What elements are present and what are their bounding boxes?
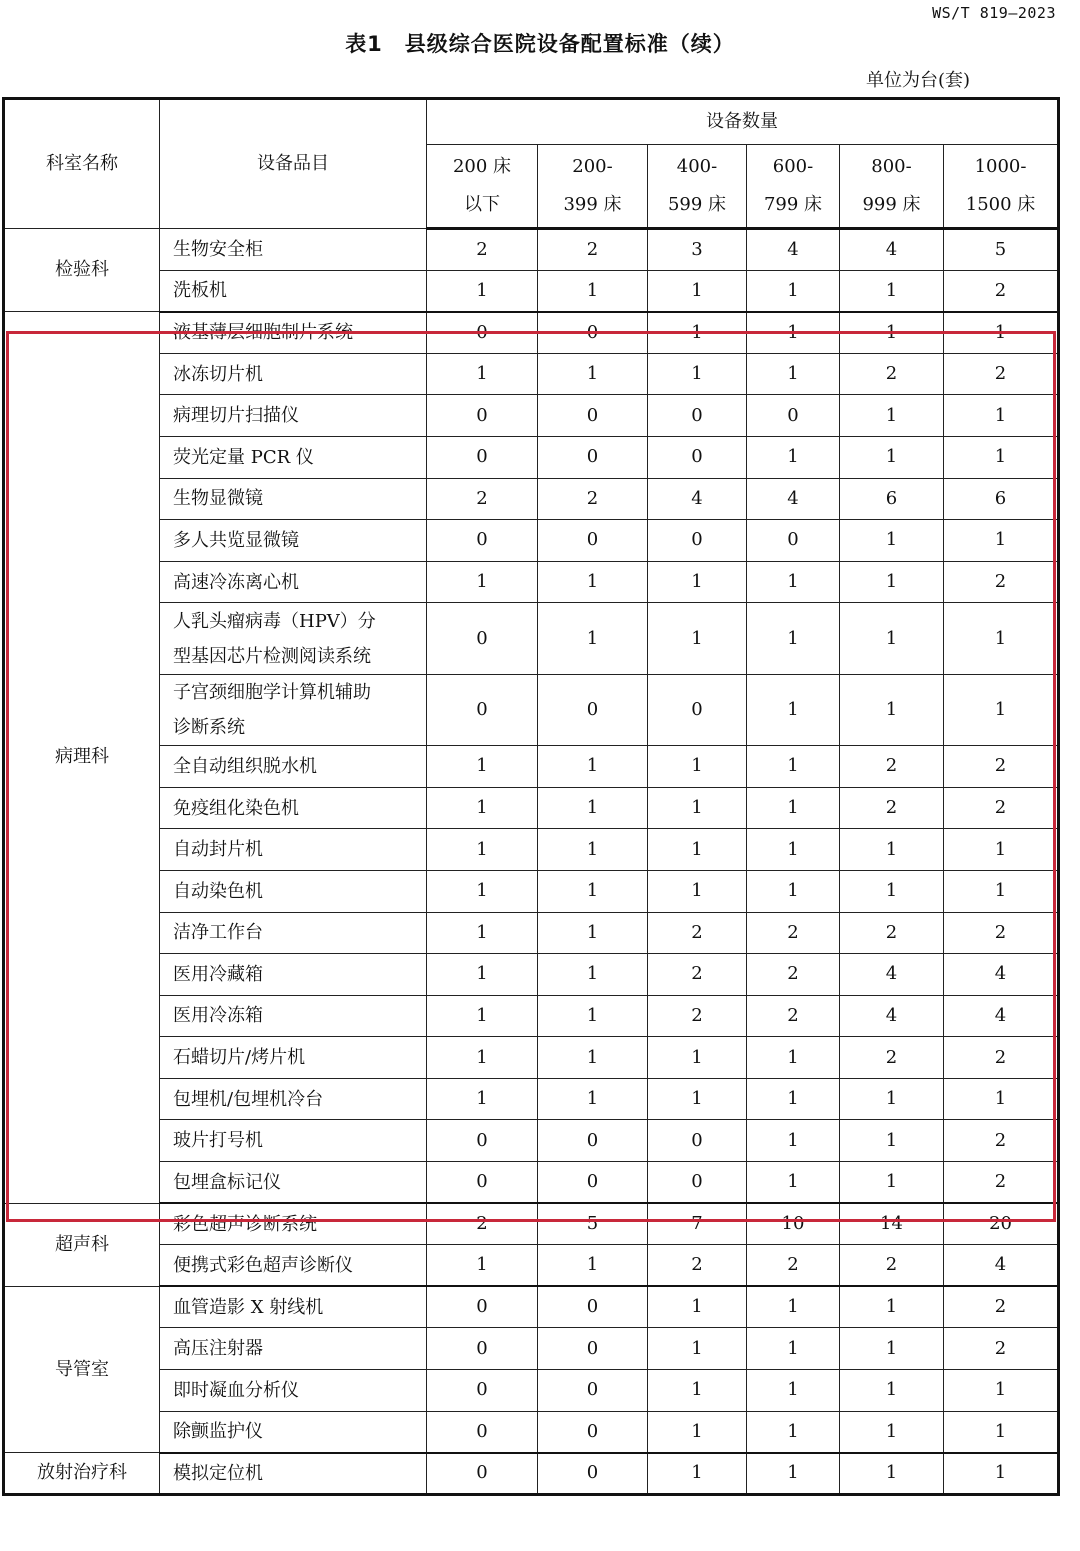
quantity-cell: 1 bbox=[840, 603, 944, 674]
quantity-cell: 1 bbox=[538, 353, 648, 395]
quantity-cell: 0 bbox=[538, 1411, 648, 1453]
table-row bbox=[4, 1078, 1059, 1120]
item-cell bbox=[160, 478, 427, 520]
quantity-cell: 1 bbox=[648, 270, 747, 312]
quantity-cell: 1 bbox=[747, 870, 840, 912]
item-cell-line: 冰冻切片机 bbox=[173, 363, 263, 385]
quantity-cell: 2 bbox=[944, 1328, 1059, 1370]
quantity-cell: 1 bbox=[747, 561, 840, 603]
table-row bbox=[4, 1162, 1059, 1204]
quantity-cell: 1 bbox=[427, 270, 538, 312]
quantity-cell: 1 bbox=[944, 870, 1059, 912]
quantity-cell: 2 bbox=[538, 478, 648, 520]
quantity-cell: 1 bbox=[427, 870, 538, 912]
bed-size-header bbox=[747, 145, 840, 229]
dept-cell: 病理科 bbox=[4, 312, 160, 1203]
quantity-cell: 1 bbox=[648, 787, 747, 829]
quantity-cell: 1 bbox=[840, 870, 944, 912]
item-cell-line: 医用冷藏箱 bbox=[173, 963, 263, 985]
quantity-cell: 0 bbox=[648, 395, 747, 437]
quantity-cell: 1 bbox=[648, 1370, 747, 1412]
quantity-cell: 0 bbox=[538, 436, 648, 478]
item-cell bbox=[160, 1037, 427, 1079]
quantity-cell: 4 bbox=[944, 954, 1059, 996]
quantity-cell: 1 bbox=[840, 1120, 944, 1162]
quantity-cell: 1 bbox=[747, 1328, 840, 1370]
item-cell bbox=[160, 995, 427, 1037]
item-cell-line: 子宫颈细胞学计算机辅助 bbox=[173, 681, 371, 703]
table-row bbox=[4, 787, 1059, 829]
quantity-cell: 1 bbox=[538, 995, 648, 1037]
quantity-cell: 1 bbox=[747, 353, 840, 395]
item-cell bbox=[160, 870, 427, 912]
quantity-cell: 4 bbox=[840, 995, 944, 1037]
quantity-cell: 1 bbox=[944, 1078, 1059, 1120]
quantity-cell: 1 bbox=[747, 1370, 840, 1412]
quantity-cell: 1 bbox=[648, 829, 747, 871]
item-cell bbox=[160, 1328, 427, 1370]
item-cell-line: 包埋盒标记仪 bbox=[173, 1171, 281, 1193]
item-cell-line: 除颤监护仪 bbox=[173, 1421, 263, 1443]
item-cell-line: 高速冷冻离心机 bbox=[173, 571, 299, 593]
quantity-cell: 1 bbox=[840, 1411, 944, 1453]
quantity-cell: 1 bbox=[747, 1453, 840, 1495]
table-row bbox=[4, 954, 1059, 996]
quantity-cell: 1 bbox=[427, 995, 538, 1037]
bed-size-header-line: 800- bbox=[871, 156, 912, 177]
quantity-cell: 1 bbox=[538, 1078, 648, 1120]
quantity-cell: 1 bbox=[747, 1286, 840, 1328]
quantity-cell: 0 bbox=[648, 436, 747, 478]
quantity-cell: 2 bbox=[840, 787, 944, 829]
item-cell bbox=[160, 829, 427, 871]
quantity-cell: 1 bbox=[840, 436, 944, 478]
bed-size-header bbox=[840, 145, 944, 229]
quantity-cell: 1 bbox=[747, 829, 840, 871]
quantity-cell: 0 bbox=[538, 312, 648, 354]
quantity-cell: 1 bbox=[944, 674, 1059, 745]
quantity-cell: 10 bbox=[747, 1203, 840, 1245]
bed-size-header-line: 399 床 bbox=[563, 194, 622, 215]
table-row bbox=[4, 1203, 1059, 1245]
quantity-cell: 2 bbox=[944, 1286, 1059, 1328]
quantity-cell: 0 bbox=[538, 1120, 648, 1162]
quantity-cell: 4 bbox=[747, 478, 840, 520]
quantity-cell: 1 bbox=[648, 1078, 747, 1120]
quantity-cell: 1 bbox=[427, 954, 538, 996]
item-cell-line: 医用冷冻箱 bbox=[173, 1005, 263, 1027]
bed-size-header bbox=[538, 145, 648, 229]
quantity-cell: 0 bbox=[648, 1162, 747, 1204]
item-cell bbox=[160, 954, 427, 996]
quantity-cell: 7 bbox=[648, 1203, 747, 1245]
quantity-cell: 0 bbox=[648, 674, 747, 745]
quantity-cell: 0 bbox=[427, 1411, 538, 1453]
quantity-cell: 0 bbox=[538, 1453, 648, 1495]
quantity-cell: 1 bbox=[648, 1286, 747, 1328]
quantity-cell: 1 bbox=[944, 1453, 1059, 1495]
item-cell-line: 自动染色机 bbox=[173, 880, 263, 902]
dept-cell: 导管室 bbox=[4, 1286, 160, 1452]
quantity-cell: 1 bbox=[648, 1411, 747, 1453]
quantity-cell: 1 bbox=[747, 674, 840, 745]
bed-size-header-line: 1500 床 bbox=[965, 194, 1036, 215]
quantity-cell: 2 bbox=[427, 478, 538, 520]
quantity-cell: 2 bbox=[944, 270, 1059, 312]
table-row bbox=[4, 674, 1059, 745]
quantity-cell: 0 bbox=[538, 520, 648, 562]
item-cell bbox=[160, 1120, 427, 1162]
item-cell bbox=[160, 436, 427, 478]
quantity-cell: 1 bbox=[747, 1078, 840, 1120]
quantity-cell: 2 bbox=[840, 1037, 944, 1079]
bed-size-header-line: 999 床 bbox=[862, 194, 921, 215]
quantity-cell: 2 bbox=[944, 353, 1059, 395]
bed-size-header-line: 400- bbox=[676, 156, 718, 177]
table-row bbox=[4, 603, 1059, 674]
dept-cell: 超声科 bbox=[4, 1203, 160, 1286]
item-cell bbox=[160, 1411, 427, 1453]
item-cell bbox=[160, 312, 427, 354]
quantity-cell: 2 bbox=[538, 229, 648, 271]
quantity-cell: 1 bbox=[840, 1453, 944, 1495]
quantity-cell: 0 bbox=[427, 1328, 538, 1370]
item-cell-line: 即时凝血分析仪 bbox=[173, 1379, 299, 1401]
quantity-cell: 2 bbox=[840, 912, 944, 954]
quantity-cell: 1 bbox=[840, 1078, 944, 1120]
bed-size-header-line: 以下 bbox=[464, 194, 500, 215]
item-cell-line: 人乳头瘤病毒（HPV）分 bbox=[173, 610, 376, 632]
table-row bbox=[4, 353, 1059, 395]
table-row bbox=[4, 746, 1059, 788]
quantity-cell: 2 bbox=[840, 1245, 944, 1287]
quantity-cell: 0 bbox=[538, 395, 648, 437]
quantity-cell: 2 bbox=[427, 229, 538, 271]
quantity-group-header: 设备数量 bbox=[427, 99, 1059, 145]
quantity-cell: 0 bbox=[427, 1453, 538, 1495]
quantity-cell: 1 bbox=[840, 270, 944, 312]
quantity-cell: 1 bbox=[840, 561, 944, 603]
quantity-cell: 2 bbox=[747, 954, 840, 996]
quantity-cell: 0 bbox=[427, 436, 538, 478]
item-cell bbox=[160, 353, 427, 395]
table-title: 表1 县级综合医院设备配置标准（续） bbox=[345, 32, 735, 56]
quantity-cell: 1 bbox=[840, 1328, 944, 1370]
item-cell bbox=[160, 603, 427, 674]
item-cell-line: 诊断系统 bbox=[173, 716, 245, 738]
quantity-cell: 2 bbox=[840, 353, 944, 395]
quantity-cell: 4 bbox=[747, 229, 840, 271]
quantity-cell: 2 bbox=[747, 995, 840, 1037]
quantity-cell: 1 bbox=[747, 312, 840, 354]
quantity-cell: 0 bbox=[648, 1120, 747, 1162]
quantity-cell: 0 bbox=[427, 603, 538, 674]
quantity-cell: 1 bbox=[840, 829, 944, 871]
item-cell bbox=[160, 520, 427, 562]
quantity-cell: 1 bbox=[538, 829, 648, 871]
quantity-cell: 3 bbox=[648, 229, 747, 271]
table-row bbox=[4, 1245, 1059, 1287]
quantity-cell: 1 bbox=[840, 395, 944, 437]
item-cell bbox=[160, 1245, 427, 1287]
quantity-cell: 1 bbox=[747, 746, 840, 788]
quantity-cell: 1 bbox=[648, 870, 747, 912]
quantity-cell: 1 bbox=[747, 1037, 840, 1079]
table-row bbox=[4, 229, 1059, 271]
item-cell bbox=[160, 1370, 427, 1412]
quantity-cell: 0 bbox=[538, 1328, 648, 1370]
table-row bbox=[4, 870, 1059, 912]
item-cell bbox=[160, 561, 427, 603]
quantity-cell: 1 bbox=[427, 829, 538, 871]
quantity-cell: 1 bbox=[538, 270, 648, 312]
quantity-cell: 0 bbox=[427, 1286, 538, 1328]
quantity-cell: 1 bbox=[747, 603, 840, 674]
header-row-1 bbox=[4, 99, 1059, 145]
quantity-cell: 2 bbox=[944, 746, 1059, 788]
quantity-cell: 1 bbox=[538, 912, 648, 954]
quantity-cell: 2 bbox=[648, 912, 747, 954]
table-row bbox=[4, 1328, 1059, 1370]
quantity-cell: 5 bbox=[538, 1203, 648, 1245]
table-row bbox=[4, 912, 1059, 954]
quantity-cell: 1 bbox=[538, 603, 648, 674]
quantity-cell: 4 bbox=[944, 995, 1059, 1037]
quantity-cell: 2 bbox=[944, 1162, 1059, 1204]
quantity-cell: 1 bbox=[427, 912, 538, 954]
unit-note: 单位为台(套) bbox=[865, 70, 970, 91]
quantity-cell: 0 bbox=[427, 1370, 538, 1412]
item-cell-line: 洁净工作台 bbox=[173, 922, 263, 944]
quantity-cell: 2 bbox=[747, 912, 840, 954]
equipment-table-container bbox=[2, 97, 1057, 1496]
quantity-cell: 2 bbox=[944, 912, 1059, 954]
quantity-cell: 1 bbox=[648, 312, 747, 354]
table-row bbox=[4, 520, 1059, 562]
bed-size-header-line: 200- bbox=[572, 156, 613, 177]
item-cell bbox=[160, 395, 427, 437]
table-row bbox=[4, 1370, 1059, 1412]
table-row bbox=[4, 995, 1059, 1037]
quantity-cell: 2 bbox=[427, 1203, 538, 1245]
quantity-cell: 1 bbox=[944, 829, 1059, 871]
item-cell bbox=[160, 229, 427, 271]
quantity-cell: 1 bbox=[427, 1245, 538, 1287]
item-cell bbox=[160, 1203, 427, 1245]
quantity-cell: 1 bbox=[944, 395, 1059, 437]
quantity-cell: 1 bbox=[538, 561, 648, 603]
item-cell-line: 生物安全柜 bbox=[173, 238, 263, 260]
quantity-cell: 0 bbox=[427, 674, 538, 745]
quantity-cell: 1 bbox=[944, 312, 1059, 354]
dept-cell: 检验科 bbox=[4, 229, 160, 312]
bed-size-header-line: 1000- bbox=[974, 156, 1027, 177]
item-cell bbox=[160, 1453, 427, 1495]
table-row bbox=[4, 829, 1059, 871]
bed-size-header bbox=[944, 145, 1059, 229]
quantity-cell: 2 bbox=[944, 1120, 1059, 1162]
dept-column-header: 科室名称 bbox=[4, 99, 160, 229]
bed-size-header bbox=[648, 145, 747, 229]
quantity-cell: 1 bbox=[944, 603, 1059, 674]
quantity-cell: 1 bbox=[840, 520, 944, 562]
quantity-cell: 2 bbox=[944, 561, 1059, 603]
quantity-cell: 0 bbox=[427, 395, 538, 437]
quantity-cell: 1 bbox=[747, 787, 840, 829]
quantity-cell: 0 bbox=[747, 520, 840, 562]
quantity-cell: 1 bbox=[538, 746, 648, 788]
quantity-cell: 20 bbox=[944, 1203, 1059, 1245]
item-cell-line: 便携式彩色超声诊断仪 bbox=[173, 1254, 353, 1276]
item-cell-line: 模拟定位机 bbox=[173, 1462, 263, 1484]
quantity-cell: 14 bbox=[840, 1203, 944, 1245]
quantity-cell: 1 bbox=[944, 1411, 1059, 1453]
quantity-cell: 0 bbox=[538, 1286, 648, 1328]
quantity-cell: 1 bbox=[944, 1370, 1059, 1412]
quantity-cell: 1 bbox=[648, 561, 747, 603]
item-cell-line: 型基因芯片检测阅读系统 bbox=[173, 645, 371, 667]
quantity-cell: 0 bbox=[427, 312, 538, 354]
bed-size-header bbox=[427, 145, 538, 229]
quantity-cell: 2 bbox=[648, 995, 747, 1037]
quantity-cell: 1 bbox=[538, 870, 648, 912]
quantity-cell: 4 bbox=[840, 229, 944, 271]
quantity-cell: 1 bbox=[840, 312, 944, 354]
item-cell-line: 石蜡切片/烤片机 bbox=[173, 1047, 306, 1069]
item-cell-line: 多人共览显微镜 bbox=[173, 529, 299, 551]
quantity-cell: 1 bbox=[427, 1037, 538, 1079]
quantity-cell: 2 bbox=[840, 746, 944, 788]
quantity-cell: 1 bbox=[648, 1453, 747, 1495]
quantity-cell: 1 bbox=[840, 674, 944, 745]
item-cell-line: 全自动组织脱水机 bbox=[173, 755, 317, 777]
item-cell bbox=[160, 787, 427, 829]
quantity-cell: 1 bbox=[427, 561, 538, 603]
quantity-cell: 1 bbox=[538, 1037, 648, 1079]
quantity-cell: 1 bbox=[944, 520, 1059, 562]
quantity-cell: 1 bbox=[648, 603, 747, 674]
item-cell-line: 荧光定量 PCR 仪 bbox=[173, 446, 314, 468]
item-cell-line: 彩色超声诊断系统 bbox=[173, 1213, 317, 1235]
item-cell bbox=[160, 1078, 427, 1120]
table-row bbox=[4, 1286, 1059, 1328]
quantity-cell: 1 bbox=[648, 746, 747, 788]
quantity-cell: 2 bbox=[648, 954, 747, 996]
bed-size-header-line: 200 床 bbox=[452, 156, 512, 177]
quantity-cell: 1 bbox=[648, 353, 747, 395]
quantity-cell: 0 bbox=[538, 674, 648, 745]
quantity-cell: 4 bbox=[840, 954, 944, 996]
quantity-cell: 1 bbox=[538, 1245, 648, 1287]
quantity-cell: 1 bbox=[944, 436, 1059, 478]
quantity-cell: 1 bbox=[538, 954, 648, 996]
quantity-cell: 1 bbox=[747, 270, 840, 312]
bed-size-header-line: 600- bbox=[772, 156, 814, 177]
equipment-table bbox=[2, 97, 1060, 1496]
quantity-cell: 6 bbox=[944, 478, 1059, 520]
quantity-cell: 0 bbox=[427, 1162, 538, 1204]
quantity-cell: 1 bbox=[427, 1078, 538, 1120]
item-cell-line: 高压注射器 bbox=[173, 1338, 263, 1360]
quantity-cell: 1 bbox=[747, 436, 840, 478]
quantity-cell: 2 bbox=[944, 1037, 1059, 1079]
item-cell-line: 包埋机/包埋机冷台 bbox=[173, 1088, 324, 1110]
item-cell bbox=[160, 746, 427, 788]
item-cell-line: 病理切片扫描仪 bbox=[173, 405, 299, 427]
quantity-cell: 1 bbox=[747, 1120, 840, 1162]
item-cell bbox=[160, 1162, 427, 1204]
quantity-cell: 0 bbox=[538, 1162, 648, 1204]
table-row bbox=[4, 1411, 1059, 1453]
item-column-header: 设备品目 bbox=[160, 99, 427, 229]
quantity-cell: 0 bbox=[427, 520, 538, 562]
item-cell-line: 洗板机 bbox=[173, 280, 227, 302]
quantity-cell: 1 bbox=[427, 353, 538, 395]
quantity-cell: 1 bbox=[648, 1037, 747, 1079]
item-cell bbox=[160, 912, 427, 954]
item-cell bbox=[160, 674, 427, 745]
quantity-cell: 1 bbox=[427, 746, 538, 788]
item-cell bbox=[160, 270, 427, 312]
table-row bbox=[4, 436, 1059, 478]
quantity-cell: 2 bbox=[648, 1245, 747, 1287]
item-cell-line: 免疫组化染色机 bbox=[173, 797, 299, 819]
item-cell-line: 玻片打号机 bbox=[173, 1130, 263, 1152]
quantity-cell: 5 bbox=[944, 229, 1059, 271]
bed-size-header-line: 599 床 bbox=[667, 194, 727, 215]
quantity-cell: 6 bbox=[840, 478, 944, 520]
quantity-cell: 2 bbox=[944, 787, 1059, 829]
quantity-cell: 1 bbox=[840, 1370, 944, 1412]
quantity-cell: 4 bbox=[648, 478, 747, 520]
quantity-cell: 0 bbox=[538, 1370, 648, 1412]
quantity-cell: 1 bbox=[840, 1162, 944, 1204]
standard-code: WS/T 819—2023 bbox=[932, 4, 1056, 22]
quantity-cell: 1 bbox=[427, 787, 538, 829]
item-cell-line: 血管造影 X 射线机 bbox=[173, 1296, 324, 1318]
quantity-cell: 1 bbox=[747, 1162, 840, 1204]
table-row bbox=[4, 270, 1059, 312]
item-cell bbox=[160, 1286, 427, 1328]
quantity-cell: 1 bbox=[747, 1411, 840, 1453]
quantity-cell: 1 bbox=[648, 1328, 747, 1370]
quantity-cell: 1 bbox=[538, 787, 648, 829]
quantity-cell: 0 bbox=[747, 395, 840, 437]
table-row bbox=[4, 478, 1059, 520]
quantity-cell: 0 bbox=[427, 1120, 538, 1162]
item-cell-line: 液基薄层细胞制片系统 bbox=[173, 322, 353, 344]
table-row bbox=[4, 1037, 1059, 1079]
quantity-cell: 4 bbox=[944, 1245, 1059, 1287]
bed-size-header-line: 799 床 bbox=[763, 194, 823, 215]
dept-cell: 放射治疗科 bbox=[4, 1453, 160, 1495]
table-row bbox=[4, 1120, 1059, 1162]
table-row bbox=[4, 395, 1059, 437]
item-cell-line: 生物显微镜 bbox=[173, 488, 263, 510]
table-row bbox=[4, 312, 1059, 354]
quantity-cell: 2 bbox=[747, 1245, 840, 1287]
item-cell-line: 自动封片机 bbox=[173, 839, 263, 861]
quantity-cell: 0 bbox=[648, 520, 747, 562]
table-row bbox=[4, 1453, 1059, 1495]
table-row bbox=[4, 561, 1059, 603]
quantity-cell: 1 bbox=[840, 1286, 944, 1328]
